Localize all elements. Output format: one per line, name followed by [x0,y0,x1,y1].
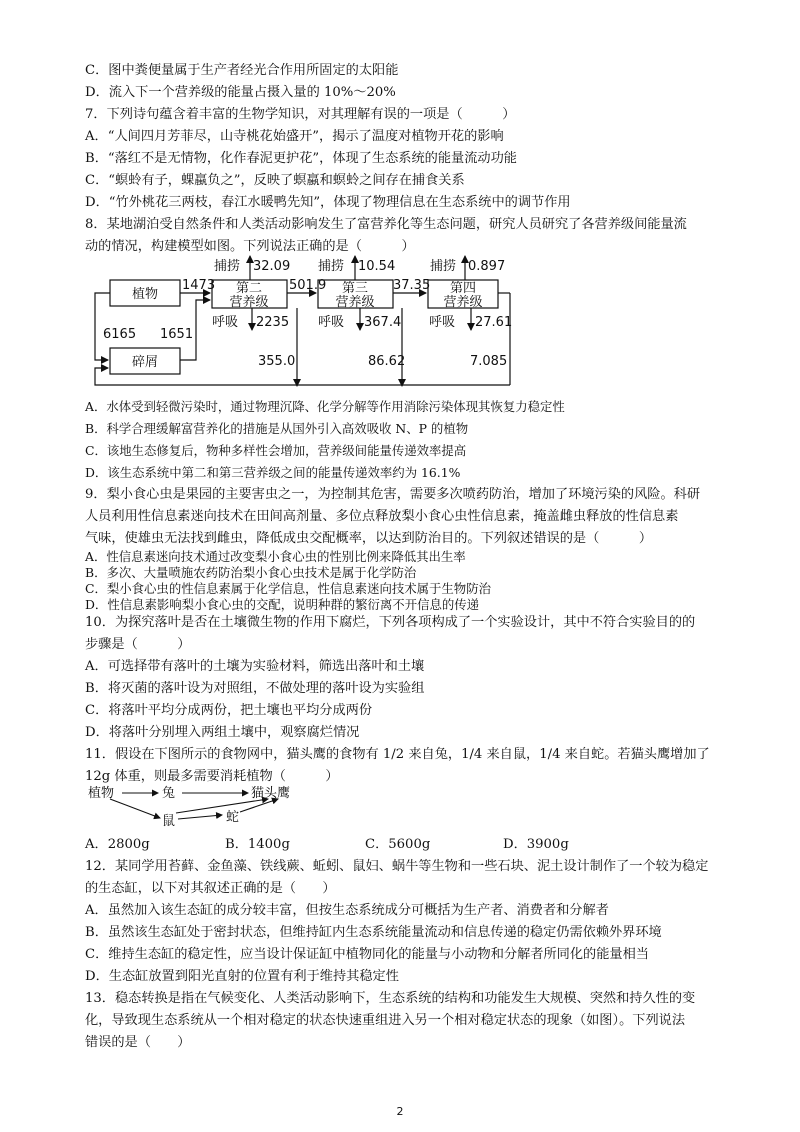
flow-plant-to-l2: 1473 [182,278,216,293]
q13-stem-line3: 错误的是（ ） [85,1035,191,1050]
flow-l2-to-l3: 501.9 [289,278,327,293]
resp-value-4: 27.61 [475,315,513,330]
catch-value-3: 10.54 [358,259,396,274]
q11-option-b: B．1400g [225,837,290,852]
q7-option-a: A．“人间四月芳菲尽，山寺桃花始盛开”，揭示了温度对植物开花的影响 [85,129,504,144]
flow-plant-to-detritus: 6165 [103,327,137,342]
level4-label-1: 第四 [449,281,477,296]
q11-stem-line2: 12g 体重，则最多需要消耗植物（ ） [85,769,339,784]
catch-label-4: 捕捞 [430,259,457,274]
web-snake: 蛇 [226,810,240,825]
q11-options [85,836,725,854]
q10-option-a: A．可选择带有落叶的土壤为实验材料，筛选出落叶和土壤 [85,659,425,674]
level3-label-2: 营养级 [335,295,375,310]
level2-label-2: 营养级 [229,295,269,310]
web-rabbit: 兔 [162,786,176,801]
plant-label: 植物 [131,287,159,302]
q6-option-d: D．流入下一个营养级的能量占摄入量的 10%～20% [85,85,396,100]
catch-value-4: 0.897 [468,259,506,274]
q9-option-d: D．性信息素影响梨小食心虫的交配，说明种群的繁衍离不开信息的传递 [85,597,480,612]
flow-l4-to-detritus: 7.085 [470,354,508,369]
q8-stem-line1: 8．某地湖泊受自然条件和人类活动影响发生了富营养化等生态问题，研究人员研究了各营养级间能量流 [85,217,687,232]
resp-value-2: 2235 [256,315,290,330]
q7-option-c: C．“螟蛉有子，蜾蠃负之”，反映了螟蠃和螟蛉之间存在捕食关系 [85,173,465,188]
q13-stem-line2: 化，导致现生态系统从一个相对稳定的状态快速重组进入另一个相对稳定状态的现象（如图）。下列说法 [85,1013,686,1028]
q10-option-d: D．将落叶分别埋入两组土壤中，观察腐烂情况 [85,725,360,740]
q8-stem-line2: 动的情况，构建模型如图。下列说法正确的是（ ） [85,239,415,254]
web-mouse: 鼠 [162,814,176,829]
q12-option-d: D．生态缸放置到阳光直射的位置有利于维持其稳定性 [85,969,399,984]
q13-stem-line1: 13．稳态转换是指在气候变化、人类活动影响下，生态系统的结构和功能发生大规模、突然和持久性的变 [85,991,696,1006]
q7-option-b: B．“落红不是无情物，化作春泥更护花”，体现了生态系统的能量流动功能 [85,151,517,166]
q12-option-b: B．虽然该生态缸处于密封状态，但维持缸内生态系统能量流动和信息传递的稳定仍需依赖外界环境 [85,925,662,940]
resp-value-3: 367.4 [364,315,402,330]
q7-stem: 7．下列诗句蕴含着丰富的生物学知识，对其理解有误的一项是（ ） [85,107,516,122]
q9-option-b: B．多次、大量喷施农药防治梨小食心虫技术是属于化学防治 [85,565,417,580]
resp-label-2: 呼吸 [212,315,239,330]
q9-stem-line2: 人员利用性信息素迷向技术在田间高剂量、多位点释放梨小食心虫性信息素，掩盖雌虫释放的性信息素 [85,509,679,524]
flow-detritus-to-l2: 1651 [160,327,194,342]
q10-stem-line2: 步骤是（ ） [85,637,191,652]
q12-stem-line1: 12．某同学用苔藓、金鱼藻、铁线蕨、蚯蚓、鼠妇、蜗牛等生物和一些石块、泥土设计制作了一个较为稳定 [85,859,709,874]
web-plant: 植物 [88,786,115,801]
q10-stem-line1: 10．为探究落叶是否在土壤微生物的作用下腐烂，下列各项构成了一个实验设计，其中不符合实验目的的 [85,615,696,630]
detritus-label: 碎屑 [131,355,159,370]
q12-option-a: A．虽然加入该生态缸的成分较丰富，但按生态系统成分可概括为生产者、消费者和分解者 [85,903,609,918]
level4-label-2: 营养级 [443,295,483,310]
page-number: 2 [396,1105,404,1118]
level3-label-1: 第三 [341,281,369,296]
web-owl: 猫头鹰 [251,786,291,801]
q11-option-d: D．3900g [503,837,569,852]
q11-stem-line1: 11．假设在下图所示的食物网中，猫头鹰的食物有 1/2 来自兔，1/4 来自鼠，1/4 来自蛇。若猫头鹰增加了 [85,747,710,762]
q8-option-d: D．该生态系统中第二和第三营养级之间的能量传递效率约为 16.1% [85,465,461,480]
q9-stem-line1: 9．梨小食心虫是果园的主要害虫之一，为控制其危害，需要多次喷药防治，增加了环境污染的风险。科研 [85,487,701,502]
q12-option-c: C．维持生态缸的稳定性，应当设计保证缸中植物同化的能量与小动物和分解者所同化的能量相当 [85,947,649,962]
resp-label-4: 呼吸 [429,315,456,330]
q11-option-a: A．2800g [85,837,150,852]
q9-option-c: C．梨小食心虫的性信息素属于化学信息，性信息素迷向技术属于生物防治 [85,581,491,596]
q8-option-a: A．水体受到轻微污染时，通过物理沉降、化学分解等作用消除污染体现其恢复力稳定性 [85,399,565,414]
q6-option-c: C．图中粪便量属于生产者经光合作用所固定的太阳能 [85,63,399,78]
q9-stem-line3: 气味，使雄虫无法找到雌虫，降低成虫交配概率，以达到防治目的。下列叙述错误的是（ ） [85,531,653,546]
flow-l3-to-detritus: 86.62 [368,354,406,369]
catch-label-3: 捕捞 [318,259,345,274]
level2-label-1: 第二 [235,281,263,296]
catch-label-2: 捕捞 [214,259,241,274]
q10-option-c: C．将落叶平均分成两份，把土壤也平均分成两份 [85,703,373,718]
q10-option-b: B．将灭菌的落叶设为对照组，不做处理的落叶设为实验组 [85,681,425,696]
flow-l2-to-detritus: 355.0 [258,354,296,369]
q8-option-b: B．科学合理缓解富营养化的措施是从国外引入高效吸收 N、P 的植物 [85,421,469,436]
q9-option-a: A．性信息素迷向技术通过改变梨小食心虫的性别比例来降低其出生率 [85,549,466,564]
q11-option-c: C．5600g [365,837,431,852]
q12-stem-line2: 的生态缸，以下对其叙述正确的是（ ） [85,881,336,896]
catch-value-2: 32.09 [253,259,291,274]
q8-option-c: C．该地生态修复后，物种多样性会增加，营养级间能量传递效率提高 [85,443,467,458]
flow-l3-to-l4: 37.35 [393,278,431,293]
resp-label-3: 呼吸 [318,315,345,330]
q7-option-d: D．“竹外桃花三两枝，春江水暖鸭先知”，体现了物理信息在生态系统中的调节作用 [85,195,571,210]
